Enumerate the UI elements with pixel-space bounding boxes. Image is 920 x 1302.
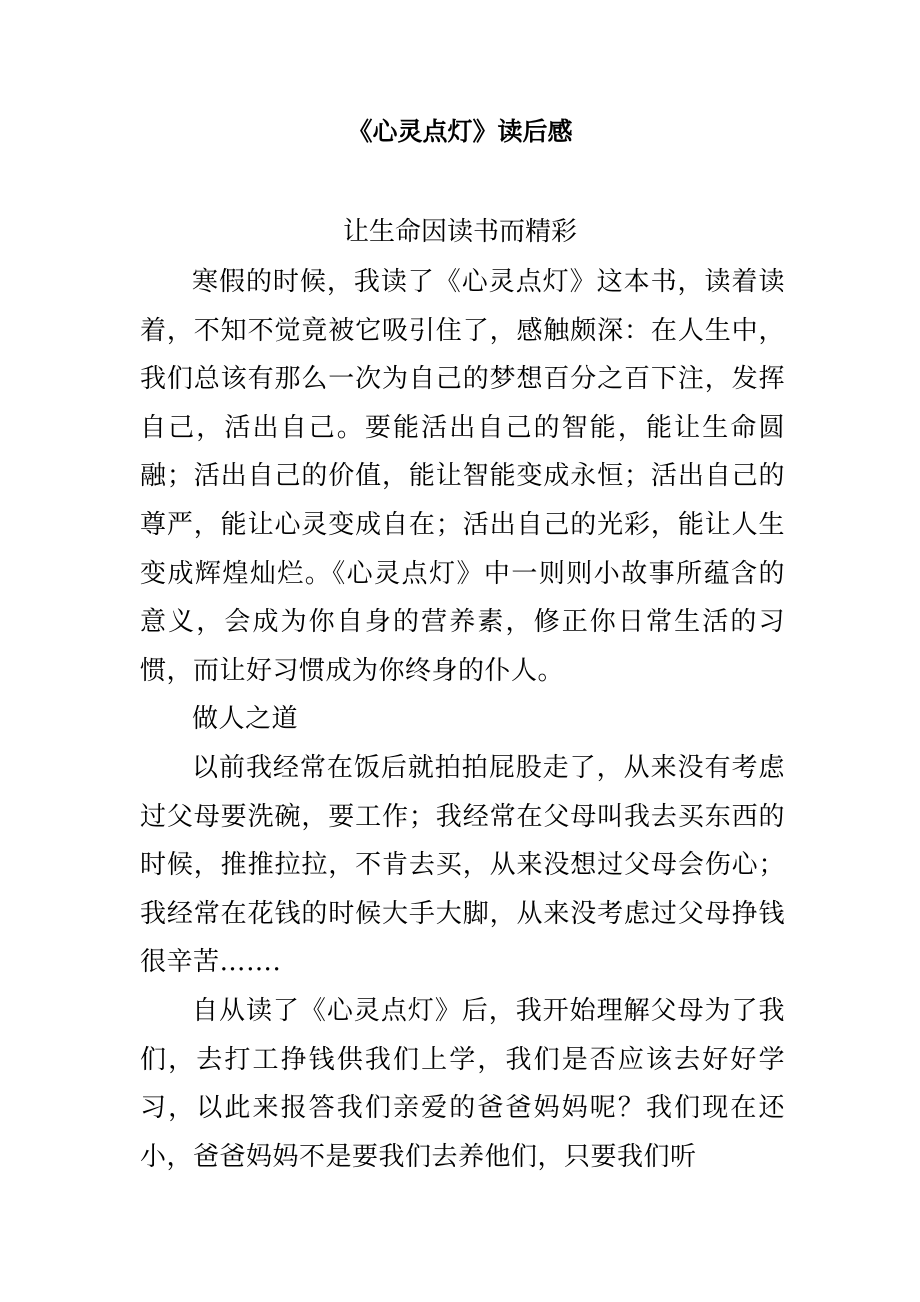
paragraph-intro: 寒假的时候，我读了《心灵点灯》这本书，读着读着，不知不觉竟被它吸引住了，感触颇深：在人生中，我们总该有那么一次为自己的梦想百分之百下注，发挥自己，活出自己。要能活出自己的智能，能让生命圆融；活出自己的价值，能让智能变成永恒；活出自己的尊严，能让心灵变成自在；活出自己的光彩，能让人生变成辉煌灿烂。《心灵点灯》中一则则小故事所蕴含的意义，会成为你自身的营养素，修正你日常生活的习惯，而让好习惯成为你终身的仆人。	[140, 267, 785, 686]
paragraph-past-habits: 以前我经常在饭后就拍拍屁股走了，从来没有考虑过父母要洗碗，要工作；我经常在父母叫我去买东西的时候，推推拉拉，不肯去买，从来没想过父母会伤心；我经常在花钱的时候大手大脚，从来没考虑过父母挣钱很辛苦…….	[140, 752, 785, 978]
document-body	[140, 258, 785, 1181]
document-subtitle: 让生命因读书而精彩	[342, 217, 577, 247]
paragraph-understanding-parents: 自从读了《心灵点灯》后，我开始理解父母为了我们，去打工挣钱供我们上学，我们是否应该去好好学习，以此来报答我们亲爱的爸爸妈妈呢？我们现在还小，爸爸妈妈不是要我们去养他们，只要我们听	[140, 995, 785, 1172]
document-title: 《心灵点灯》读后感	[347, 117, 573, 146]
section-heading: 做人之道	[192, 704, 299, 735]
